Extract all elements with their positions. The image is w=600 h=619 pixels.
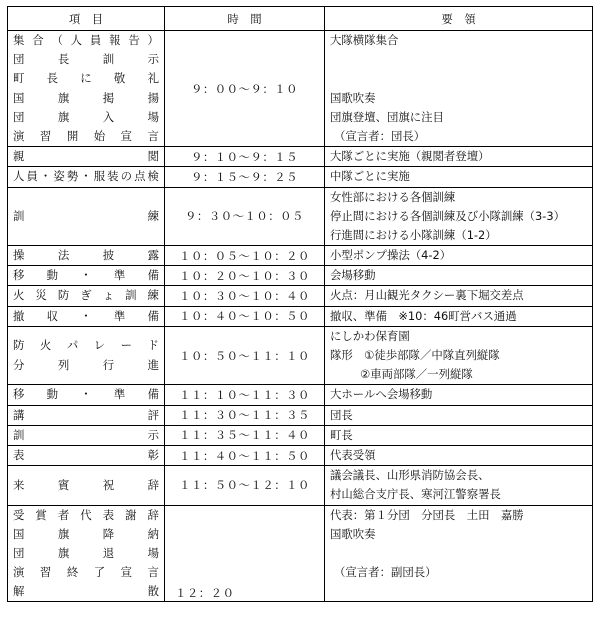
header-time-label: 時 間: [227, 11, 262, 26]
time-cell: [165, 167, 325, 187]
item-label: 団 旗 退 場: [13, 545, 159, 560]
item-cell: [8, 505, 165, 602]
note-line: 代表受領: [330, 447, 376, 462]
time-cell: [165, 385, 325, 405]
item-label: 集 合 （ 人 員 報 告 ）: [13, 33, 159, 47]
notes-cell: [325, 31, 593, 147]
note-line: 停止間における各個訓練及び小隊訓練（3-3）: [330, 208, 566, 223]
time-label: ９：３０〜１０：０５: [185, 209, 304, 224]
item-label: 町 長 に 敬 礼: [13, 71, 159, 86]
time-label: １０：０５〜１０：２０: [179, 248, 310, 263]
notes-cell: [325, 425, 593, 445]
schedule-row: [8, 445, 593, 465]
time-cell: [165, 246, 325, 266]
item-label: 火 災 防 ぎ ょ 訓 練: [13, 288, 159, 303]
note-line: ②車両部隊／一列縦隊: [360, 367, 473, 382]
header-time: [165, 7, 325, 31]
schedule-row: [8, 405, 593, 425]
notes-cell: [325, 147, 593, 167]
time-label: ９：００〜９：１０: [190, 81, 299, 96]
item-cell: [8, 266, 165, 286]
note-line: 会場移動: [330, 268, 376, 283]
note-line: 小型ポンプ操法（4-2）: [330, 248, 452, 263]
time-cell: [165, 266, 325, 286]
time-label: １０：４０〜１０：５０: [179, 309, 310, 324]
time-label: １２：２０: [175, 586, 235, 601]
item-label: 分 列 行 進: [13, 357, 159, 372]
item-label: 撤 収 ・ 準 備: [13, 308, 159, 323]
note-line: 団長: [330, 407, 353, 422]
item-cell: [8, 385, 165, 405]
note-line: （宣言者：副団長）: [334, 565, 437, 580]
time-cell: [165, 445, 325, 465]
item-label: 演 習 開 始 宣 言: [13, 128, 159, 143]
time-cell: [165, 505, 325, 602]
item-cell: [8, 147, 165, 167]
schedule-row: [8, 466, 593, 505]
item-label: 演 習 終 了 宣 言: [13, 565, 159, 580]
schedule-row: [8, 425, 593, 445]
time-cell: [165, 306, 325, 326]
item-cell: [8, 306, 165, 326]
note-line: 大隊ごとに実施（親閲者登壇）: [330, 149, 490, 164]
item-cell: [8, 326, 165, 385]
note-line: 代表：第１分団 分団長 土田 嘉勝: [330, 507, 524, 522]
notes-cell: [325, 385, 593, 405]
schedule-row: [8, 246, 593, 266]
notes-cell: [325, 505, 593, 602]
time-cell: [165, 187, 325, 246]
time-cell: [165, 286, 325, 306]
item-cell: [8, 405, 165, 425]
time-label: ９：１５〜９：２５: [190, 169, 299, 184]
time-cell: [165, 147, 325, 167]
header-row: [8, 7, 593, 31]
item-label: 講 評: [13, 407, 159, 422]
item-label: 防 火 パ レ ー ド: [13, 338, 159, 353]
schedule-row: [8, 306, 593, 326]
time-cell: [165, 466, 325, 505]
time-label: １０：２０〜１０：３０: [179, 268, 310, 283]
item-label: 国 旗 掲 揚: [13, 90, 159, 105]
schedule-body: [8, 31, 593, 602]
note-line: 町長: [330, 427, 353, 442]
note-line: [330, 582, 588, 601]
note-line: （宣言者：団長）: [334, 128, 426, 143]
item-label: 来 賓 祝 辞: [13, 477, 159, 492]
note-line: 隊形 ①徒歩部隊／中隊直列縦隊: [330, 348, 500, 362]
note-line: 女性部における各個訓練: [330, 189, 456, 204]
schedule-row: [8, 31, 593, 147]
item-label: 人 員 ・ 姿 勢 ・ 服 装 の 点 検: [13, 169, 159, 184]
note-line: 行進間における小隊訓練（1-2）: [330, 227, 497, 242]
time-label: １１：１０〜１１：３０: [179, 387, 310, 402]
notes-cell: [325, 266, 593, 286]
item-label: 親 閲: [13, 149, 159, 164]
item-cell: [8, 286, 165, 306]
header-item-label: 項 目: [68, 11, 104, 26]
note-line: 火点：月山観光タクシー裏下堀交差点: [330, 288, 524, 303]
schedule-row: [8, 266, 593, 286]
note-line: [330, 544, 588, 563]
item-cell: [8, 466, 165, 505]
item-label: 団 旗 入 場: [13, 109, 159, 124]
notes-cell: [325, 466, 593, 505]
item-cell: [8, 187, 165, 246]
item-label: 訓 示: [13, 427, 159, 442]
notes-cell: [325, 286, 593, 306]
note-line: 大ホールへ会場移動: [330, 387, 433, 402]
item-label: 受 賞 者 代 表 謝 辞: [13, 507, 159, 522]
item-cell: [8, 31, 165, 147]
time-label: １１：５０〜１２：１０: [179, 478, 310, 493]
time-cell: [165, 326, 325, 385]
schedule-table: [7, 6, 593, 602]
header-notes: [325, 7, 593, 31]
notes-cell: [325, 167, 593, 187]
notes-cell: [325, 187, 593, 246]
time-label: １１：３５〜１１：４０: [179, 428, 310, 443]
notes-cell: [325, 445, 593, 465]
notes-cell: [325, 405, 593, 425]
schedule-row: [8, 187, 593, 246]
item-label: 操 法 披 露: [13, 248, 159, 263]
schedule-row: [8, 286, 593, 306]
item-label: 解 散: [13, 584, 159, 599]
schedule-row: [8, 167, 593, 187]
time-label: １０：５０〜１１：１０: [179, 348, 310, 363]
note-line: 中隊ごとに実施: [330, 169, 410, 184]
item-cell: [8, 445, 165, 465]
note-line: にしかわ保育園: [330, 328, 410, 343]
item-cell: [8, 425, 165, 445]
note-line: 国歌吹奏: [330, 526, 376, 541]
schedule-row: [8, 385, 593, 405]
item-label: 訓 練: [13, 208, 159, 223]
note-line: 議会議長、山形県消防協会長、: [330, 468, 490, 483]
header-item: [8, 7, 165, 31]
item-label: 移 動 ・ 準 備: [13, 387, 159, 402]
note-line: 国歌吹奏: [330, 90, 376, 105]
item-label: 移 動 ・ 準 備: [13, 268, 159, 283]
note-line: 撤収、準備 ※10：46町営バス通過: [330, 308, 517, 323]
time-cell: [165, 405, 325, 425]
time-label: １０：３０〜１０：４０: [179, 289, 310, 304]
time-label: ９：１０〜９：１５: [190, 149, 299, 164]
note-line: 団旗登壇、団旗に注目: [330, 109, 444, 124]
time-label: １１：３０〜１１：３５: [179, 408, 310, 423]
schedule-row: [8, 505, 593, 602]
schedule-row: [8, 147, 593, 167]
notes-cell: [325, 326, 593, 385]
item-label: 表 彰: [13, 447, 159, 462]
note-line: [330, 69, 588, 88]
notes-cell: [325, 246, 593, 266]
time-label: １１：４０〜１１：５０: [179, 448, 310, 463]
time-cell: [165, 31, 325, 147]
item-label: 国 旗 降 納: [13, 526, 159, 541]
schedule-row: [8, 326, 593, 385]
item-cell: [8, 167, 165, 187]
note-line: 大隊横隊集合: [330, 33, 399, 47]
note-line: 村山総合支庁長、寒河江警察署長: [330, 487, 501, 502]
item-cell: [8, 246, 165, 266]
item-label: 団 長 訓 示: [13, 52, 159, 67]
time-cell: [165, 425, 325, 445]
notes-cell: [325, 306, 593, 326]
note-line: [330, 50, 588, 69]
header-notes-label: 要 領: [441, 11, 476, 26]
